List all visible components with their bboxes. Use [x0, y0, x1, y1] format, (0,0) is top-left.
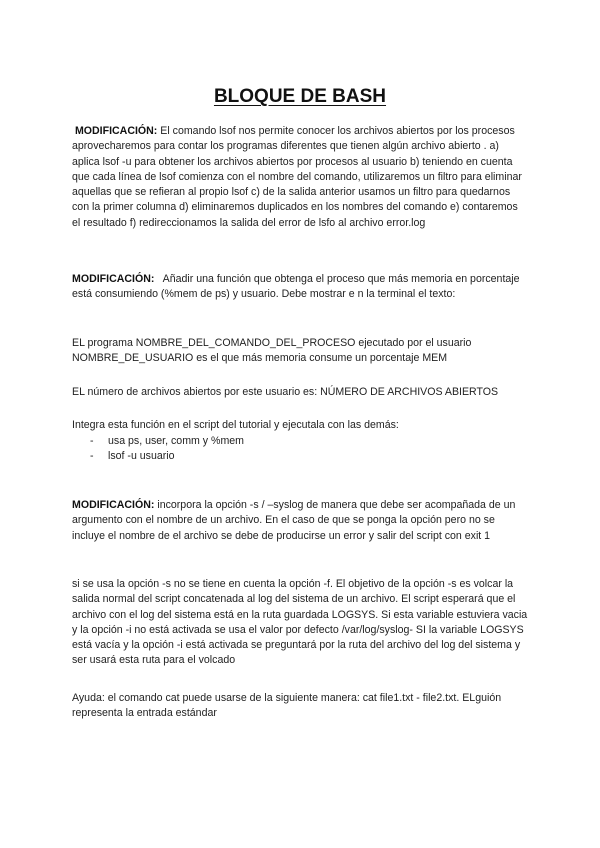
section-3-text: incorpora la opción -s / –syslog de manera que debe ser acompañada de un argumento con el nombre de un archivo. En el caso de que se ponga la opción pero no se incluye el nombre de el archivo se debe de producirse un error y salir del script con exit 1 — [72, 499, 516, 542]
section-2-text: Añadir una función que obtenga el proceso que más memoria en porcentaje está consumiendo (%mem de ps) y usuario. Debe mostrar e n la terminal el texto: — [72, 273, 520, 301]
section-3-label: MODIFICACIÓN: — [72, 499, 155, 511]
section-3-help-paragraph: Ayuda: el comando cat puede usarse de la siguiente manera: cat file1.txt - file2.txt. ELguión representa la entrada estándar — [72, 692, 502, 720]
document-title: BLOQUE DE BASH — [213, 86, 387, 107]
section-2-program-line: EL programa NOMBRE_DEL_COMANDO_DEL_PROCESO ejecutado por el usuario NOMBRE_DE_USUARIO es el que más memoria consume un porcentaje MEM — [72, 337, 472, 365]
list-item: - lsof -u usuario — [90, 449, 520, 464]
section-1-label: MODIFICACIÓN: — [74, 125, 158, 137]
section-3-paragraph — [72, 498, 528, 544]
section-1-text: El comando lsof nos permite conocer los archivos abiertos por los procesos aprovecharemos para contar los programas diferentes que tienen algún archivo abierto . a) aplica lsof -u para obtener los archivos abiertos por procesos al usuario b) teniendo en cuenta que cada línea de lsof comienza con el nombre del comando, utilizaremos un filtro para eliminar aquellas que se refieran al propio lsof c) de la salida anterior usamos un filtro para quedarnos con la primer columna d) eliminaremos duplicados en los nombres del comando e) contaremos el resultado f) redireccionamos la salida del error de lsfo al archivo error.log — [72, 125, 522, 229]
bullet-dash: - — [90, 450, 94, 463]
section-2-bullet-list — [90, 434, 520, 465]
section-2-files-line: EL número de archivos abiertos por este usuario es: NÚMERO DE ARCHIVOS ABIERTOS — [72, 386, 499, 398]
section-1-paragraph — [72, 124, 528, 231]
list-item: - usa ps, user, comm y %mem — [90, 434, 520, 449]
section-2-integrate-line: Integra esta función en el script del tutorial y ejecutala con las demás: — [72, 419, 399, 431]
bullet-dash: - — [90, 435, 94, 447]
section-2-label: MODIFICACIÓN: — [72, 273, 155, 285]
section-2-paragraph — [72, 272, 528, 303]
section-3-syslog-paragraph: si se usa la opción -s no se tiene en cuenta la opción -f. El objetivo de la opción -s es volcar la salida normal del script concatenada al log del sistema de un archivo. El script esperará que el archivo con el log del sistema está en la ruta guardada LOGSYS. Si esta variable estuviera vacia y la opción -i no está activada se usa el valor por defecto /var/log/syslog- SI la variable LOGSYS está vacía y la opción -i está activada se preguntará por la ruta del archivo del log del sistema y ser usará esta ruta para el volcado — [72, 578, 528, 667]
